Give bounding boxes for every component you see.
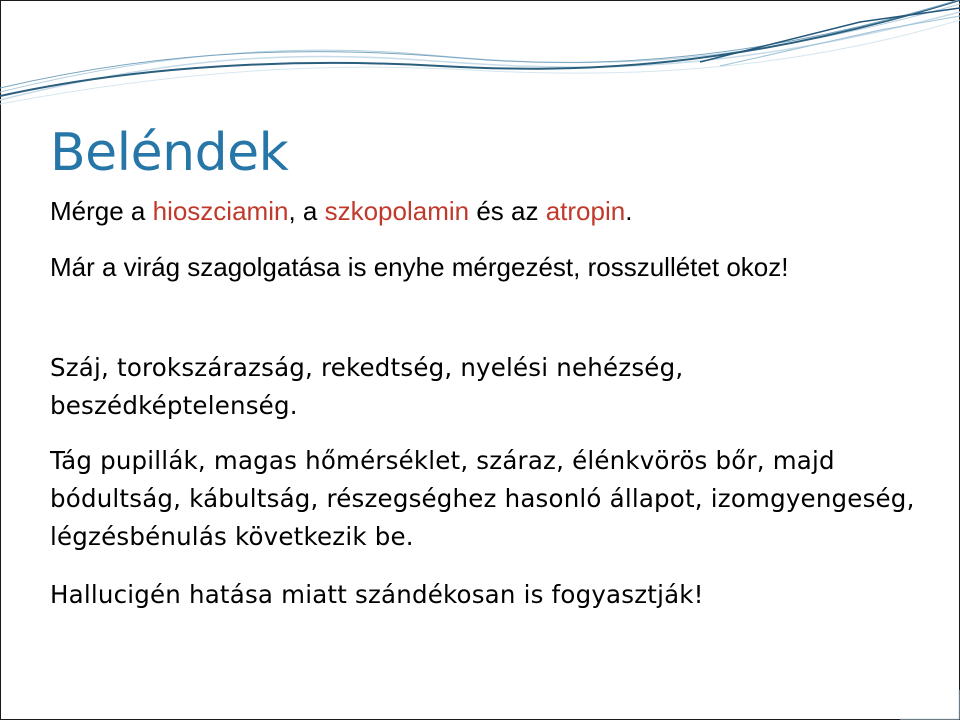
bullet-symptoms-mouth: Száj, torokszárazság, rekedtség, nyelési nehézség, beszédképtelenség.: [50, 353, 684, 420]
bullet-hallucinogen: Hallucigén hatása miatt szándékosan is fogyasztják!: [50, 580, 704, 609]
toxin-szkopolamin: szkopolamin: [324, 196, 470, 226]
toxins-suffix: .: [625, 196, 633, 226]
toxin-hioszciamin: hioszciamin: [152, 196, 289, 226]
bottom-accent: [900, 690, 959, 719]
toxins-sep-2: és az: [469, 196, 546, 226]
toxins-sep-1: , a: [288, 196, 325, 226]
toxin-atropin: atropin: [545, 196, 626, 226]
wave-accent-light: [720, 16, 960, 66]
bullet-symptoms-progression: Tág pupillák, magas hőmérséklet, száraz, élénkvörös bőr, majd bódultság, kábultság, részegséghez hasonló állapot, izomgyengeség, légzésbénulás következik be.: [50, 446, 915, 551]
bullet-toxins: [50, 192, 930, 230]
wave-line-light-1: [0, 12, 960, 100]
bullet-smell-warning: Már a virág szagolgatása is enyhe mérgezést, rosszullétet okoz!: [50, 252, 789, 282]
toxins-prefix: Mérge a: [50, 196, 153, 226]
wave-line-light-2: [0, 4, 960, 92]
slide-title: Beléndek: [50, 123, 289, 183]
